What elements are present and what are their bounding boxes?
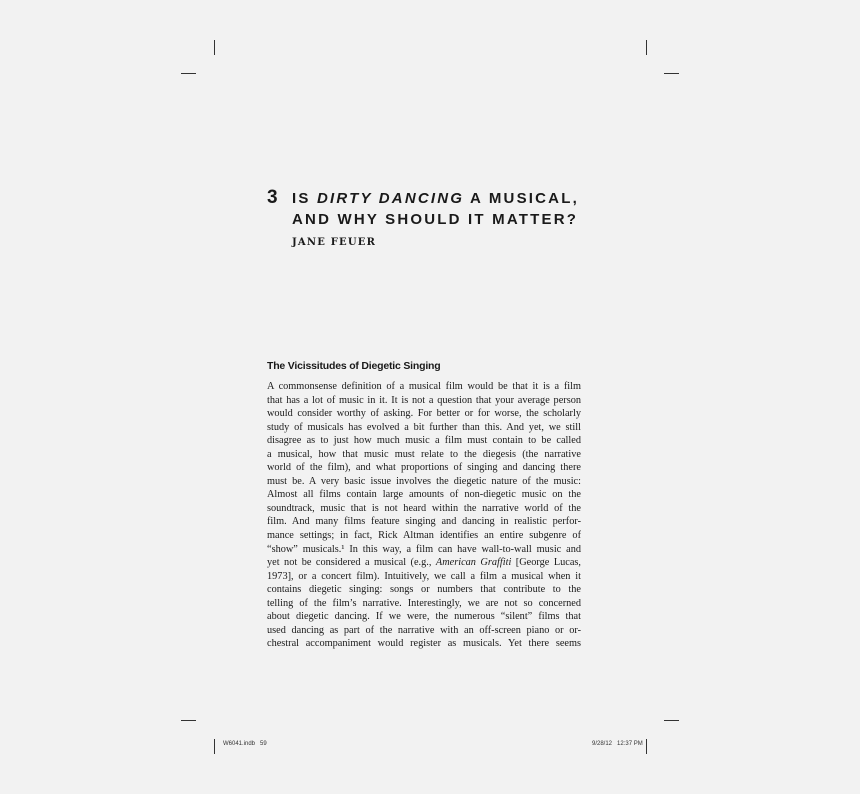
body-line: must be. A very basic issue involves the diegetic nature of the music: xyxy=(267,475,581,487)
body-line: A commonsense definition of a musical film would be that it is a film xyxy=(267,381,581,392)
body-line: soundtrack, music that is not heard within the narrative world of the xyxy=(267,502,581,514)
body-line: study of musicals has evolved a bit further than this. And yet, we still xyxy=(267,421,581,433)
crop-mark xyxy=(646,739,647,754)
body-line: mance settings; in fact, Rick Altman identifies an entire subgenre of xyxy=(267,530,581,542)
chapter-title xyxy=(292,188,592,230)
body-line: about diegetic dancing. If we were, the numerous “silent” films that xyxy=(267,611,581,623)
crop-mark xyxy=(214,40,215,55)
body-line: disagree as to just how much music a film must contain to be called xyxy=(267,435,581,447)
footer-timestamp: 9/28/12 12:37 PM xyxy=(592,741,643,747)
crop-mark xyxy=(181,720,196,721)
body-line: contains diegetic singing: songs or numbers that contribute to the xyxy=(267,584,581,596)
crop-mark xyxy=(646,40,647,55)
chapter-number: 3 xyxy=(267,187,278,208)
crop-mark xyxy=(214,739,215,754)
crop-mark xyxy=(181,73,196,74)
body-line: world of the film), and what proportions of singing and dancing there xyxy=(267,462,581,474)
body-line: used dancing as part of the narrative with an off-screen piano or or- xyxy=(267,624,581,636)
crop-mark xyxy=(664,720,679,721)
chapter-title-line1-suffix: A MUSICAL, xyxy=(464,190,579,207)
body-line: “show” musicals.¹ In this way, a film can have wall-to-wall music and xyxy=(267,543,581,555)
crop-mark xyxy=(664,73,679,74)
body-line: that has a lot of music in it. It is not a question that your average person xyxy=(267,394,581,406)
chapter-title-prefix: IS xyxy=(292,190,317,207)
chapter-title-line2: AND WHY SHOULD IT MATTER? xyxy=(292,211,579,228)
body-line: would consider worthy of asking. For better or for worse, the scholarly xyxy=(267,408,581,420)
section-heading: The Vicissitudes of Diegetic Singing xyxy=(267,360,441,372)
body-line: a musical, how that music must relate to the diegesis (the narrative xyxy=(267,448,581,460)
body-line: chestral accompaniment would register as musicals. Yet there seems xyxy=(267,638,581,650)
body-paragraph xyxy=(267,380,581,651)
body-line: yet not be considered a musical (e.g., American Graffiti [George Lucas, xyxy=(267,557,581,569)
footer-file-info: W6041.indb 59 xyxy=(223,741,267,747)
chapter-author: JANE FEUER xyxy=(292,237,377,248)
body-line: Almost all films contain large amounts of non-diegetic music on the xyxy=(267,489,581,501)
chapter-title-italic: DIRTY DANCING xyxy=(316,190,465,207)
body-line: film. And many films feature singing and dancing in realistic perfor- xyxy=(267,516,581,528)
body-line: 1973], or a concert film). Intuitively, we call a film a musical when it xyxy=(267,570,581,582)
body-line: telling of the film’s narrative. Interestingly, we are not so concerned xyxy=(267,597,581,609)
